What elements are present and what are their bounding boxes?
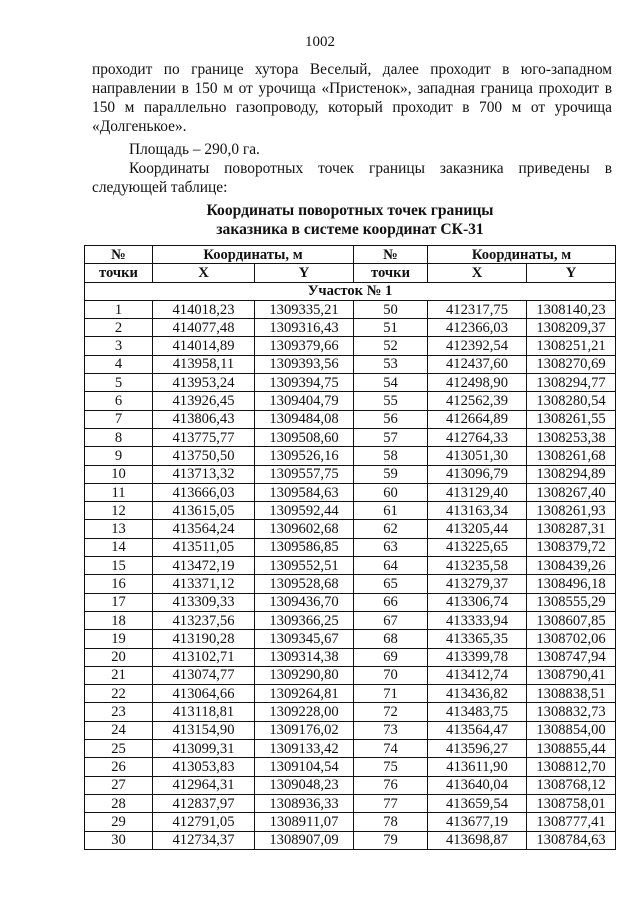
- cell-x-left: 414077,48: [153, 319, 255, 337]
- cell-y-left: 1309436,70: [255, 593, 354, 611]
- table-row: [85, 538, 616, 556]
- table-row: [85, 813, 616, 831]
- cell-num-left: 27: [85, 776, 153, 794]
- cell-x-left: 413958,11: [153, 355, 255, 373]
- page-number: 1002: [305, 34, 335, 50]
- cell-y-right: 1308854,00: [527, 721, 616, 739]
- cell-y-left: 1309379,66: [255, 337, 354, 355]
- cell-x-left: 413775,77: [153, 428, 255, 446]
- cell-y-left: 1309345,67: [255, 630, 354, 648]
- cell-y-left: 1309104,54: [255, 758, 354, 776]
- cell-num-right: 70: [354, 666, 428, 684]
- cell-num-right: 68: [354, 630, 428, 648]
- cell-num-left: 21: [85, 666, 153, 684]
- cell-x-right: 413096,79: [428, 465, 527, 483]
- cell-y-right: 1308838,51: [527, 685, 616, 703]
- cell-y-left: 1309508,60: [255, 428, 354, 446]
- table-row: [85, 447, 616, 465]
- table-row: [85, 611, 616, 629]
- cell-num-right: 61: [354, 502, 428, 520]
- cell-num-left: 26: [85, 758, 153, 776]
- cell-x-right: 413205,44: [428, 520, 527, 538]
- table-row: [85, 648, 616, 666]
- cell-y-right: 1308812,70: [527, 758, 616, 776]
- cell-y-right: 1308439,26: [527, 557, 616, 575]
- cell-y-right: 1308607,85: [527, 611, 616, 629]
- cell-x-left: 412964,31: [153, 776, 255, 794]
- cell-y-right: 1308758,01: [527, 794, 616, 812]
- cell-x-right: 412498,90: [428, 374, 527, 392]
- cell-x-left: 413750,50: [153, 447, 255, 465]
- header-num-left: №: [85, 246, 153, 264]
- cell-x-left: 413237,56: [153, 611, 255, 629]
- table-row: [85, 355, 616, 373]
- cell-x-left: 413099,31: [153, 740, 255, 758]
- cell-num-left: 12: [85, 502, 153, 520]
- cell-y-right: 1308790,41: [527, 666, 616, 684]
- cell-y-left: 1309176,02: [255, 721, 354, 739]
- cell-num-right: 79: [354, 831, 428, 849]
- cell-x-right: 412562,39: [428, 392, 527, 410]
- cell-x-left: 413615,05: [153, 502, 255, 520]
- cell-num-right: 60: [354, 483, 428, 501]
- cell-y-right: 1308832,73: [527, 703, 616, 721]
- cell-x-right: 413412,74: [428, 666, 527, 684]
- cell-y-right: 1308267,40: [527, 483, 616, 501]
- cell-y-left: 1309552,51: [255, 557, 354, 575]
- cell-num-left: 30: [85, 831, 153, 849]
- cell-x-left: 413064,66: [153, 685, 255, 703]
- cell-x-right: 412764,33: [428, 428, 527, 446]
- cell-x-left: 413118,81: [153, 703, 255, 721]
- cell-x-right: 412392,54: [428, 337, 527, 355]
- table-row: [85, 557, 616, 575]
- cell-y-right: 1308270,69: [527, 355, 616, 373]
- table-row: [85, 465, 616, 483]
- cell-num-right: 58: [354, 447, 428, 465]
- cell-x-right: 413333,94: [428, 611, 527, 629]
- cell-num-left: 6: [85, 392, 153, 410]
- cell-x-left: 413666,03: [153, 483, 255, 501]
- table-row: [85, 758, 616, 776]
- cell-y-left: 1309528,68: [255, 575, 354, 593]
- table-row: [85, 721, 616, 739]
- table-row: [85, 410, 616, 428]
- cell-num-right: 57: [354, 428, 428, 446]
- cell-num-right: 67: [354, 611, 428, 629]
- cell-num-left: 10: [85, 465, 153, 483]
- cell-num-right: 76: [354, 776, 428, 794]
- cell-y-right: 1308261,68: [527, 447, 616, 465]
- cell-num-right: 72: [354, 703, 428, 721]
- cell-num-right: 69: [354, 648, 428, 666]
- cell-x-left: 413190,28: [153, 630, 255, 648]
- cell-num-right: 53: [354, 355, 428, 373]
- cell-x-left: 414014,89: [153, 337, 255, 355]
- cell-y-right: 1308702,06: [527, 630, 616, 648]
- table-row: [85, 740, 616, 758]
- table-title-line-2: заказника в системе координат СК-31: [216, 221, 484, 238]
- cell-y-right: 1308747,94: [527, 648, 616, 666]
- cell-num-right: 55: [354, 392, 428, 410]
- cell-num-right: 52: [354, 337, 428, 355]
- cell-y-left: 1309133,42: [255, 740, 354, 758]
- cell-num-right: 63: [354, 538, 428, 556]
- cell-x-right: 412437,60: [428, 355, 527, 373]
- cell-x-right: 413677,19: [428, 813, 527, 831]
- cell-y-right: 1308209,37: [527, 319, 616, 337]
- cell-x-left: 413102,71: [153, 648, 255, 666]
- cell-num-right: 64: [354, 557, 428, 575]
- table-title-line-1: Координаты поворотных точек границы: [206, 202, 494, 219]
- cell-y-left: 1309592,44: [255, 502, 354, 520]
- cell-num-left: 1: [85, 300, 153, 318]
- cell-y-left: 1309393,56: [255, 355, 354, 373]
- cell-x-left: 414018,23: [153, 300, 255, 318]
- cell-num-left: 19: [85, 630, 153, 648]
- table-row: [85, 374, 616, 392]
- cell-x-right: 413436,82: [428, 685, 527, 703]
- cell-num-right: 59: [354, 465, 428, 483]
- cell-x-left: 413371,12: [153, 575, 255, 593]
- cell-x-left: 412734,37: [153, 831, 255, 849]
- table-row: [85, 575, 616, 593]
- cell-y-left: 1309228,00: [255, 703, 354, 721]
- header-num-right: №: [354, 246, 428, 264]
- cell-num-left: 15: [85, 557, 153, 575]
- cell-y-right: 1308261,93: [527, 502, 616, 520]
- cell-y-left: 1309314,38: [255, 648, 354, 666]
- cell-x-left: 413472,19: [153, 557, 255, 575]
- cell-num-right: 50: [354, 300, 428, 318]
- cell-y-right: 1308768,12: [527, 776, 616, 794]
- cell-x-right: 413051,30: [428, 447, 527, 465]
- cell-y-right: 1308261,55: [527, 410, 616, 428]
- cell-y-right: 1308496,18: [527, 575, 616, 593]
- cell-num-right: 66: [354, 593, 428, 611]
- cell-y-right: 1308287,31: [527, 520, 616, 538]
- cell-num-left: 16: [85, 575, 153, 593]
- table-row: [85, 666, 616, 684]
- cell-num-right: 65: [354, 575, 428, 593]
- table-row: [85, 483, 616, 501]
- cell-num-left: 4: [85, 355, 153, 373]
- cell-x-right: 412366,03: [428, 319, 527, 337]
- cell-y-left: 1309602,68: [255, 520, 354, 538]
- cell-num-left: 5: [85, 374, 153, 392]
- cell-num-left: 7: [85, 410, 153, 428]
- cell-num-left: 3: [85, 337, 153, 355]
- cell-y-left: 1309316,43: [255, 319, 354, 337]
- cell-num-left: 9: [85, 447, 153, 465]
- table-row: [85, 630, 616, 648]
- cell-num-right: 71: [354, 685, 428, 703]
- cell-num-left: 22: [85, 685, 153, 703]
- area-paragraph: Площадь – 290,0 га.: [129, 141, 260, 158]
- header-coords-left: Координаты, м: [153, 246, 354, 264]
- cell-y-left: 1309526,16: [255, 447, 354, 465]
- cell-y-left: 1309584,63: [255, 483, 354, 501]
- cell-y-left: 1308936,33: [255, 794, 354, 812]
- header-x-right: X: [428, 264, 527, 282]
- cell-x-left: 413713,32: [153, 465, 255, 483]
- cell-num-left: 8: [85, 428, 153, 446]
- table-row: [85, 337, 616, 355]
- cell-x-right: 413365,35: [428, 630, 527, 648]
- cell-y-left: 1309264,81: [255, 685, 354, 703]
- cell-num-right: 62: [354, 520, 428, 538]
- cell-num-left: 29: [85, 813, 153, 831]
- cell-x-right: 413129,40: [428, 483, 527, 501]
- header-y-right: Y: [527, 264, 616, 282]
- table-row: [85, 593, 616, 611]
- body-text: [92, 60, 612, 197]
- cell-num-right: 78: [354, 813, 428, 831]
- cell-num-left: 20: [85, 648, 153, 666]
- cell-y-right: 1308555,29: [527, 593, 616, 611]
- cell-x-right: 413659,54: [428, 794, 527, 812]
- cell-num-left: 11: [85, 483, 153, 501]
- cell-y-left: 1309290,80: [255, 666, 354, 684]
- cell-num-left: 25: [85, 740, 153, 758]
- cell-x-right: 413640,04: [428, 776, 527, 794]
- cell-y-right: 1308251,21: [527, 337, 616, 355]
- table-row: [85, 703, 616, 721]
- cell-x-left: 413953,24: [153, 374, 255, 392]
- cell-y-left: 1308907,09: [255, 831, 354, 849]
- cell-y-right: 1308280,54: [527, 392, 616, 410]
- cell-y-left: 1309366,25: [255, 611, 354, 629]
- header-y-left: Y: [255, 264, 354, 282]
- table-row: [85, 685, 616, 703]
- cell-num-left: 17: [85, 593, 153, 611]
- coordinates-table: [84, 245, 616, 850]
- cell-x-right: 413279,37: [428, 575, 527, 593]
- table-title: [80, 201, 620, 239]
- cell-num-right: 54: [354, 374, 428, 392]
- cell-y-left: 1309048,23: [255, 776, 354, 794]
- cell-x-right: 412317,75: [428, 300, 527, 318]
- cell-num-right: 77: [354, 794, 428, 812]
- cell-x-left: 413511,05: [153, 538, 255, 556]
- cell-y-left: 1309404,79: [255, 392, 354, 410]
- cell-y-right: 1308140,23: [527, 300, 616, 318]
- cell-x-left: 413074,77: [153, 666, 255, 684]
- header-x-left: X: [153, 264, 255, 282]
- cell-x-right: 413235,58: [428, 557, 527, 575]
- cell-x-right: 413225,65: [428, 538, 527, 556]
- cell-x-right: 413564,47: [428, 721, 527, 739]
- cell-num-left: 18: [85, 611, 153, 629]
- header-coords-right: Координаты, м: [428, 246, 616, 264]
- cell-x-right: 413611,90: [428, 758, 527, 776]
- cell-y-left: 1309557,75: [255, 465, 354, 483]
- cell-y-right: 1308379,72: [527, 538, 616, 556]
- cell-y-left: 1309394,75: [255, 374, 354, 392]
- cell-x-right: 413306,74: [428, 593, 527, 611]
- table-row: [85, 319, 616, 337]
- cell-x-left: 413926,45: [153, 392, 255, 410]
- cell-x-left: 413309,33: [153, 593, 255, 611]
- cell-y-right: 1308253,38: [527, 428, 616, 446]
- table-row: [85, 776, 616, 794]
- cell-y-right: 1308294,89: [527, 465, 616, 483]
- cell-x-right: 413399,78: [428, 648, 527, 666]
- header-num-sub-left: точки: [85, 264, 153, 282]
- cell-x-left: 413053,83: [153, 758, 255, 776]
- cell-y-right: 1308855,44: [527, 740, 616, 758]
- cell-y-right: 1308777,41: [527, 813, 616, 831]
- table-row: [85, 831, 616, 849]
- cell-num-left: 28: [85, 794, 153, 812]
- cell-num-right: 73: [354, 721, 428, 739]
- table-row: [85, 300, 616, 318]
- cell-num-right: 75: [354, 758, 428, 776]
- cell-y-left: 1308911,07: [255, 813, 354, 831]
- cell-x-left: 412791,05: [153, 813, 255, 831]
- cell-y-left: 1309586,85: [255, 538, 354, 556]
- cell-x-right: 413163,34: [428, 502, 527, 520]
- cell-num-left: 2: [85, 319, 153, 337]
- cell-num-left: 13: [85, 520, 153, 538]
- cell-y-right: 1308294,77: [527, 374, 616, 392]
- cell-num-left: 24: [85, 721, 153, 739]
- cell-x-left: 413806,43: [153, 410, 255, 428]
- cell-x-left: 413564,24: [153, 520, 255, 538]
- cell-x-left: 413154,90: [153, 721, 255, 739]
- table-row: [85, 428, 616, 446]
- cell-x-right: 413483,75: [428, 703, 527, 721]
- intro-paragraph: проходит по границе хутора Веселый, далее проходит в юго-западном направлении в 150 м от урочища «Пристенок», западная граница проходит в 150 м параллельно газопроводу, который проходит в 700 м от урочища «Долгенькое».: [92, 61, 612, 135]
- coords-note-paragraph: Координаты поворотных точек границы заказника приведены в следующей таблице:: [92, 160, 612, 196]
- header-num-sub-right: точки: [354, 264, 428, 282]
- cell-num-left: 23: [85, 703, 153, 721]
- table-row: [85, 794, 616, 812]
- cell-num-right: 51: [354, 319, 428, 337]
- table-row: [85, 392, 616, 410]
- cell-x-right: 413596,27: [428, 740, 527, 758]
- cell-y-left: 1309484,08: [255, 410, 354, 428]
- section-label: Участок № 1: [85, 282, 616, 300]
- cell-num-right: 74: [354, 740, 428, 758]
- cell-x-right: 412664,89: [428, 410, 527, 428]
- cell-y-left: 1309335,21: [255, 300, 354, 318]
- table-row: [85, 520, 616, 538]
- cell-num-right: 56: [354, 410, 428, 428]
- cell-x-left: 412837,97: [153, 794, 255, 812]
- cell-x-right: 413698,87: [428, 831, 527, 849]
- cell-num-left: 14: [85, 538, 153, 556]
- cell-y-right: 1308784,63: [527, 831, 616, 849]
- table-row: [85, 502, 616, 520]
